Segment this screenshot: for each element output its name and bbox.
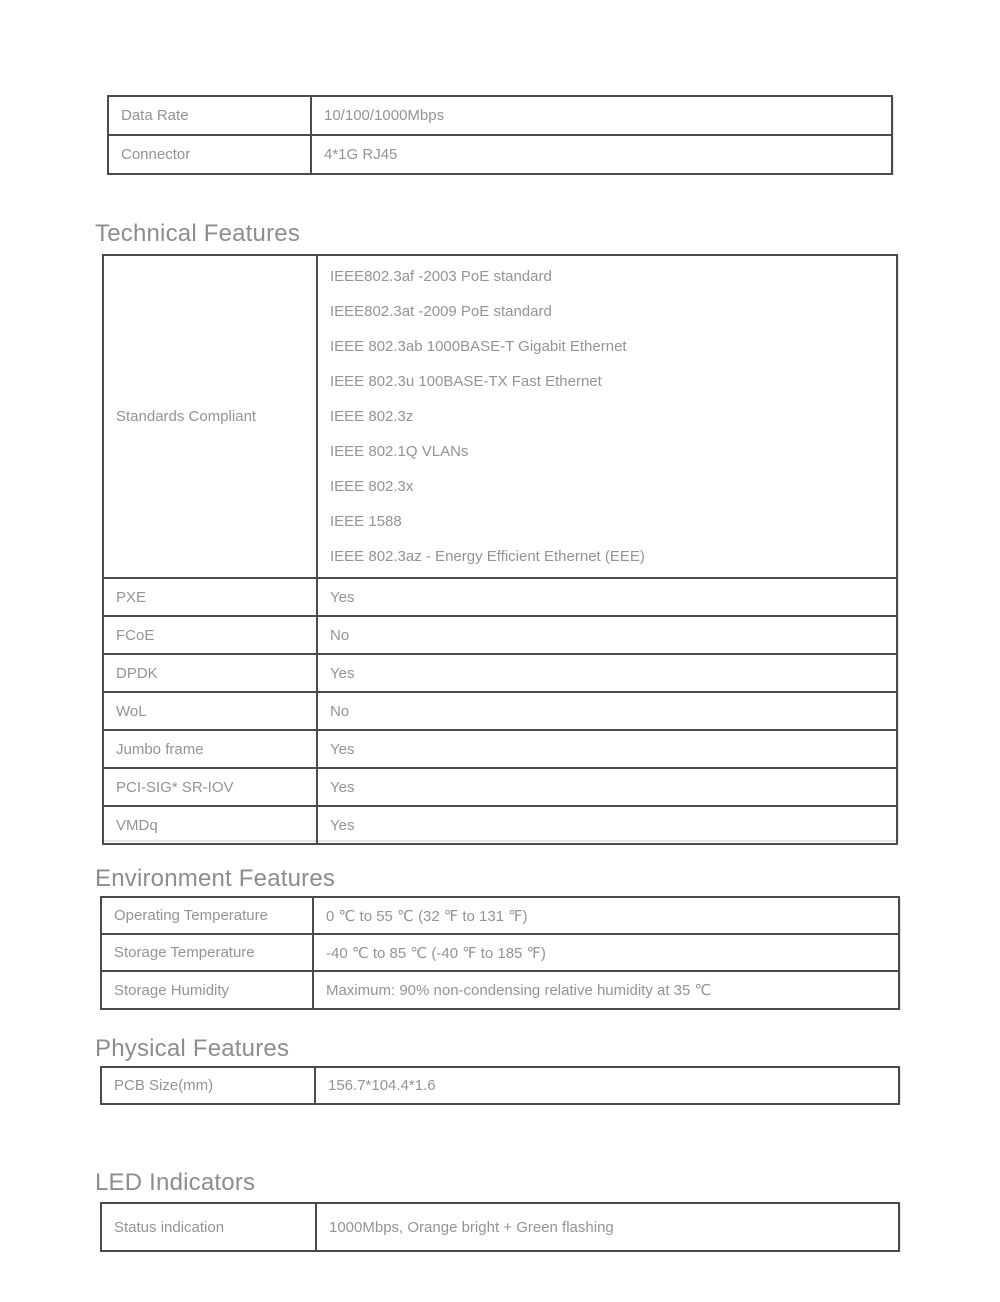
- spec-label: Status indication: [101, 1203, 316, 1251]
- spec-value: Yes: [317, 578, 897, 616]
- spec-value: Yes: [317, 730, 897, 768]
- section-heading-physical-features: Physical Features: [95, 1035, 290, 1062]
- technical-features-table: [102, 254, 898, 840]
- spec-label: Connector: [108, 135, 311, 174]
- spec-value: 0 ℃ to 55 ℃ (32 ℉ to 131 ℉): [313, 897, 899, 934]
- spec-label: PCB Size(mm): [101, 1067, 315, 1104]
- table-row: [103, 730, 897, 768]
- table-row: [108, 96, 892, 135]
- table-row: [101, 971, 899, 1009]
- table-row: [101, 1067, 899, 1104]
- table-row: [103, 616, 897, 654]
- spec-value: No: [317, 616, 897, 654]
- spec-value: No: [317, 692, 897, 730]
- physical-features-table: [100, 1066, 900, 1103]
- spec-value: 4*1G RJ45: [311, 135, 892, 174]
- spec-label: DPDK: [103, 654, 317, 692]
- spec-value: Yes: [317, 768, 897, 806]
- spec-label: PCI-SIG* SR-IOV: [103, 768, 317, 806]
- spec-label: Jumbo frame: [103, 730, 317, 768]
- table-row: [108, 135, 892, 174]
- spec-value: 156.7*104.4*1.6: [315, 1067, 899, 1104]
- section-heading-technical-features: Technical Features: [95, 220, 301, 247]
- standard-item: IEEE 802.3u 100BASE-TX Fast Ethernet: [330, 373, 602, 390]
- section-heading-led-indicators: LED Indicators: [95, 1169, 256, 1196]
- standard-item: IEEE 802.1Q VLANs: [330, 443, 469, 460]
- table-row: [101, 897, 899, 934]
- table-row: [101, 934, 899, 971]
- led-indicators-table: [100, 1202, 900, 1250]
- table-row: [103, 692, 897, 730]
- spec-value: Maximum: 90% non-condensing relative humidity at 35 ℃: [313, 971, 899, 1009]
- standard-item: IEEE 802.3z: [330, 408, 414, 425]
- standards-list-cell: [317, 255, 897, 578]
- spec-label: Standards Compliant: [103, 255, 317, 578]
- environment-features-table: [100, 896, 900, 1008]
- spec-label: FCoE: [103, 616, 317, 654]
- general-spec-table: [107, 95, 893, 173]
- table-row: [103, 654, 897, 692]
- spec-value: Yes: [317, 654, 897, 692]
- spec-label: WoL: [103, 692, 317, 730]
- spec-value: 10/100/1000Mbps: [311, 96, 892, 135]
- spec-label: Data Rate: [108, 96, 311, 135]
- spec-label: PXE: [103, 578, 317, 616]
- table-row-standards-compliant: [103, 255, 897, 578]
- spec-label: Storage Temperature: [101, 934, 313, 971]
- table-row: [103, 768, 897, 806]
- section-heading-environment-features: Environment Features: [95, 865, 336, 892]
- table-row: [103, 806, 897, 844]
- standard-item: IEEE802.3at -2009 PoE standard: [330, 303, 552, 320]
- table-row: [101, 1203, 899, 1251]
- standard-item: IEEE 802.3x: [330, 478, 414, 495]
- spec-value: Yes: [317, 806, 897, 844]
- spec-label: Operating Temperature: [101, 897, 313, 934]
- spec-value: 1000Mbps, Orange bright + Green flashing: [316, 1203, 899, 1251]
- standard-item: IEEE 802.3az - Energy Efficient Ethernet (EEE): [330, 548, 645, 565]
- standard-item: IEEE 1588: [330, 513, 402, 530]
- spec-label: Storage Humidity: [101, 971, 313, 1009]
- standard-item: IEEE 802.3ab 1000BASE-T Gigabit Ethernet: [330, 338, 627, 355]
- spec-label: VMDq: [103, 806, 317, 844]
- table-row: [103, 578, 897, 616]
- standard-item: IEEE802.3af -2003 PoE standard: [330, 268, 552, 285]
- spec-value: -40 ℃ to 85 ℃ (-40 ℉ to 185 ℉): [313, 934, 899, 971]
